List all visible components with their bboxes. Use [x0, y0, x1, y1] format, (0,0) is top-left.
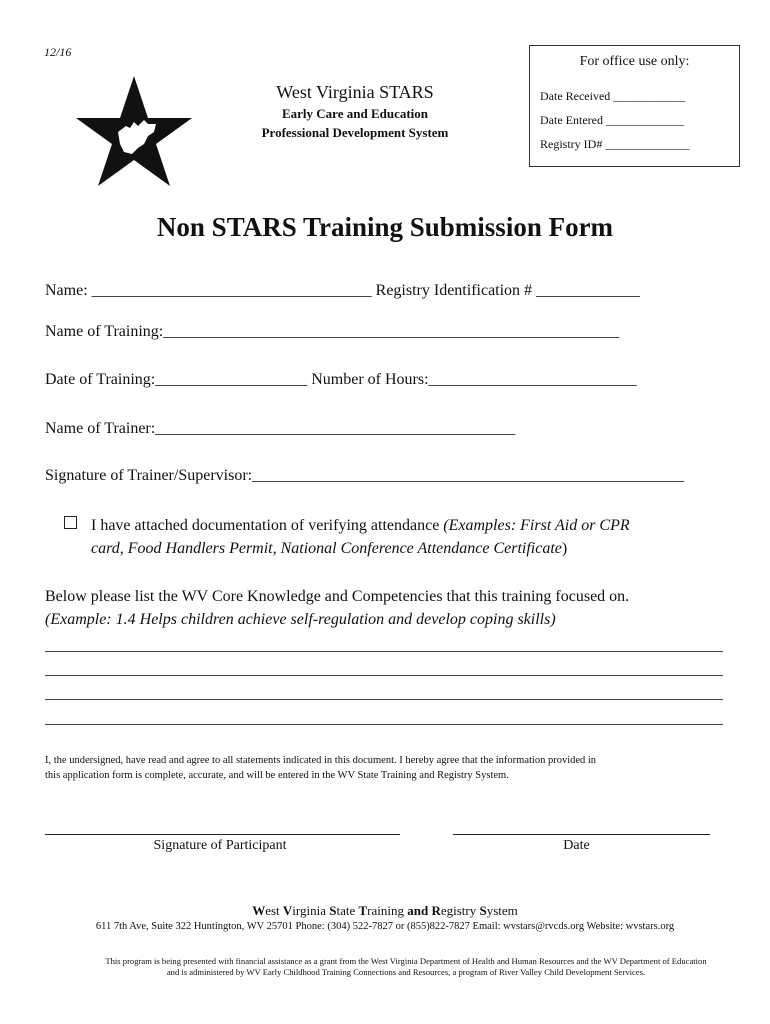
date-received-field[interactable]: Date Received ____________	[540, 89, 686, 103]
competency-line-2[interactable]	[45, 675, 723, 676]
office-use-title: For office use only:	[579, 54, 690, 69]
footer-org-name: West Virginia State Training and Registry System	[252, 903, 518, 918]
attendance-examples: (Examples: First Aid or CPR	[443, 517, 630, 534]
date-entered-field[interactable]: Date Entered _____________	[540, 113, 684, 127]
competency-line-3[interactable]	[45, 699, 723, 700]
wv-stars-star-logo	[74, 74, 194, 188]
core-knowledge-example: (Example: 1.4 Helps children achieve self-regulation and develop coping skills)	[45, 611, 556, 628]
training-name-field[interactable]: Name of Training:_________________________________________________________	[45, 323, 620, 340]
competency-line-4[interactable]	[45, 724, 723, 725]
name-registry-field[interactable]: Name: ___________________________________ Registry Identification # _____________	[45, 282, 641, 299]
core-knowledge-instruction: Below please list the WV Core Knowledge and Competencies that this training focused on.	[45, 588, 630, 605]
attestation-text-2: this application form is complete, accurate, and will be entered in the WV State Training and Registry System.	[45, 770, 509, 781]
form-title: Non STARS Training Submission Form	[156, 212, 614, 242]
attendance-statement	[91, 514, 630, 560]
attendance-checkbox[interactable]	[64, 516, 77, 529]
funding-note-2: and is administered by WV Early Childhood Training Connections and Resources, a program of River Valley Child Development Services.	[166, 967, 646, 977]
attendance-examples-2: card, Food Handlers Permit, National Conference Attendance Certificate	[91, 540, 562, 557]
participant-signature-label: Signature of Participant	[153, 838, 287, 853]
participant-signature-line[interactable]	[45, 834, 400, 835]
form-version-date: 12/16	[44, 45, 72, 59]
attendance-text: I have attached documentation of verifying attendance	[91, 517, 444, 534]
registry-id-field[interactable]: Registry ID# ______________	[540, 137, 690, 151]
competency-line-1[interactable]	[45, 651, 723, 652]
date-hours-field[interactable]: Date of Training:___________________ Number of Hours:__________________________	[45, 371, 637, 388]
trainer-signature-field[interactable]: Signature of Trainer/Supervisor:______________________________________________________	[45, 467, 685, 484]
office-use-box	[529, 45, 740, 167]
attendance-paren: )	[561, 540, 568, 557]
footer-contact-info: 611 7th Ave, Suite 322 Huntington, WV 25701 Phone: (304) 522-7827 or (855)822-7827 Email: wvstars@rvcds.org Website: wvstars.org	[95, 921, 675, 932]
trainer-name-field[interactable]: Name of Trainer:_____________________________________________	[45, 420, 516, 437]
org-subtitle-2: Professional Development System	[261, 125, 449, 140]
date-line[interactable]	[453, 834, 710, 835]
org-title: West Virginia STARS	[276, 82, 434, 102]
org-subtitle: Early Care and Education	[281, 106, 429, 121]
funding-note: This program is being presented with financial assistance as a grant from the West Virginia Department of Health and Human Resources and the WV Department of Education	[105, 956, 707, 966]
attestation-text: I, the undersigned, have read and agree to all statements indicated in this document. I hereby agree that the information provided in	[45, 755, 597, 766]
date-label: Date	[563, 838, 590, 853]
